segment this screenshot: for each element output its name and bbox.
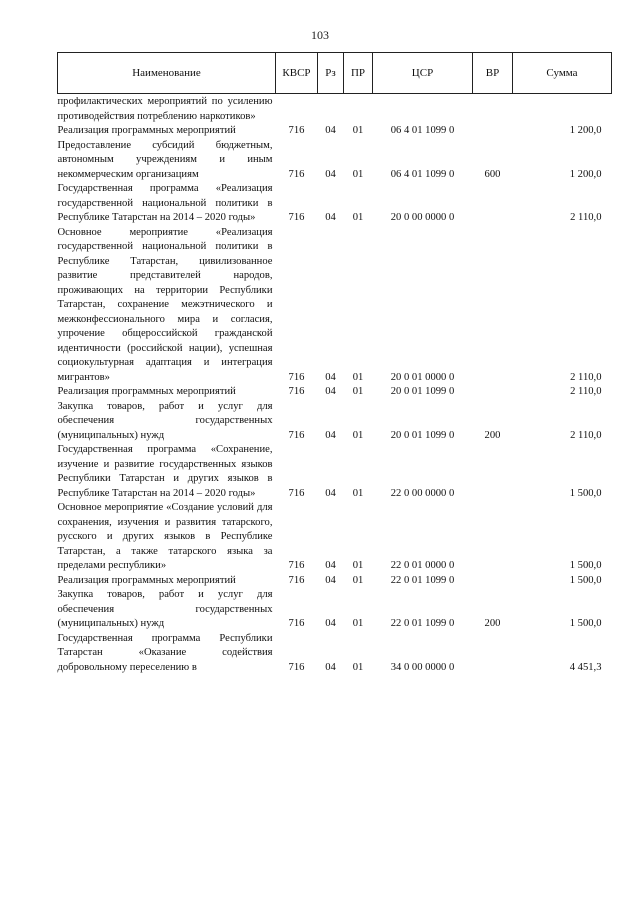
page-number: 103 bbox=[311, 28, 329, 42]
row-name: Реализация программных мероприятий bbox=[57, 125, 236, 136]
row-pr: 01 bbox=[352, 618, 364, 629]
header-vr: ВР bbox=[473, 53, 513, 94]
row-rz: 04 bbox=[325, 618, 336, 629]
row-csr: 22 0 01 0000 0 bbox=[390, 560, 455, 571]
row-csr: 22 0 00 0000 0 bbox=[390, 487, 455, 499]
row-kvsr bbox=[276, 94, 318, 125]
row-kvsr: 716 bbox=[288, 560, 305, 571]
row-vr bbox=[473, 124, 513, 139]
row-vr: 200 bbox=[484, 429, 501, 441]
row-kvsr: 716 bbox=[288, 212, 305, 223]
row-rz: 04 bbox=[325, 212, 336, 223]
row-vr: 600 bbox=[484, 168, 501, 180]
row-sum: 1 500,0 bbox=[569, 618, 602, 629]
row-vr bbox=[473, 443, 513, 501]
row-kvsr: 716 bbox=[288, 618, 305, 629]
header-name: Наименование bbox=[58, 53, 276, 94]
row-name: Государственная программа Республики Татарстан «Оказание содействия добровольному переселению в bbox=[57, 632, 273, 673]
header-kvsr: КВСР bbox=[276, 53, 318, 94]
table-header-row bbox=[58, 53, 612, 94]
row-name: Государственная программа «Сохранение, изучение и развитие государственных языков Республики Татарстан и других языков в Республике Татарстан на 2014 – 2020 годы» bbox=[57, 444, 273, 499]
table-row bbox=[58, 226, 612, 386]
row-vr bbox=[473, 182, 513, 226]
row-rz: 04 bbox=[325, 371, 336, 383]
row-sum: 1 500,0 bbox=[569, 560, 602, 571]
row-csr bbox=[373, 94, 473, 125]
row-kvsr: 716 bbox=[288, 574, 305, 586]
row-vr bbox=[473, 632, 513, 676]
row-sum: 2 110,0 bbox=[570, 212, 602, 223]
row-sum: 2 110,0 bbox=[570, 386, 602, 397]
row-kvsr: 716 bbox=[288, 429, 305, 441]
header-rz: Рз bbox=[318, 53, 344, 94]
row-sum: 2 110,0 bbox=[570, 371, 602, 383]
budget-table bbox=[57, 52, 612, 675]
row-pr: 01 bbox=[352, 574, 364, 586]
table-row bbox=[58, 385, 612, 400]
row-csr: 20 0 01 0000 0 bbox=[390, 371, 455, 383]
row-pr: 01 bbox=[352, 212, 364, 223]
row-sum: 1 500,0 bbox=[569, 574, 602, 586]
table-row bbox=[58, 182, 612, 226]
row-csr: 20 0 01 1099 0 bbox=[390, 386, 455, 397]
table-row bbox=[58, 574, 612, 589]
table-row bbox=[58, 443, 612, 501]
row-name: Реализация программных мероприятий bbox=[57, 574, 236, 586]
row-csr: 06 4 01 1099 0 bbox=[390, 125, 455, 136]
row-csr: 20 0 01 1099 0 bbox=[390, 429, 455, 441]
row-rz: 04 bbox=[325, 560, 336, 571]
table-row bbox=[58, 400, 612, 444]
row-pr: 01 bbox=[352, 386, 364, 397]
row-pr: 01 bbox=[352, 125, 364, 136]
row-pr: 01 bbox=[352, 429, 364, 441]
row-name: Закупка товаров, работ и услуг для обеспечения государственных (муниципальных) нужд bbox=[57, 589, 273, 629]
row-kvsr: 716 bbox=[288, 371, 305, 383]
row-sum: 1 200,0 bbox=[569, 168, 602, 180]
row-name: Основное мероприятие «Создание условий для сохранения, изучения и развития татарского, русского и других языков в Республике Татарстан, а также татарского языка за пределами республики» bbox=[57, 502, 273, 571]
row-rz: 04 bbox=[325, 125, 336, 136]
row-name: Основное мероприятие «Реализация государственной национальной политики в Республике Татарстан, цивилизованное развитие представителей народов, проживающих на территории Республики Татарстан, сохранение межэтнического и межконфессионального мира и согласия, упрочение общероссийской гражданской идентичности (российской нации), успешная социокультурная адаптация и интеграция мигрантов» bbox=[57, 226, 273, 383]
row-csr: 20 0 00 0000 0 bbox=[390, 212, 455, 223]
row-rz: 04 bbox=[325, 429, 336, 441]
row-vr bbox=[473, 385, 513, 400]
row-name: Предоставление субсидий бюджетным, автономным учреждениям и иным некоммерческим организациям bbox=[57, 139, 273, 180]
table-row bbox=[58, 501, 612, 574]
table-row bbox=[58, 632, 612, 676]
row-sum: 2 110,0 bbox=[570, 429, 602, 441]
row-pr bbox=[344, 94, 373, 125]
row-csr: 22 0 01 1099 0 bbox=[390, 574, 455, 586]
row-csr: 34 0 00 0000 0 bbox=[390, 661, 455, 673]
row-rz: 04 bbox=[325, 661, 336, 673]
row-kvsr: 716 bbox=[288, 168, 305, 180]
table-row bbox=[58, 124, 612, 139]
row-pr: 01 bbox=[352, 371, 364, 383]
row-kvsr: 716 bbox=[288, 661, 305, 673]
row-pr: 01 bbox=[352, 168, 364, 180]
header-pr: ПР bbox=[344, 53, 373, 94]
row-pr: 01 bbox=[352, 560, 364, 571]
row-rz: 04 bbox=[325, 487, 336, 499]
row-vr bbox=[473, 94, 513, 125]
row-name: профилактических мероприятий по усилению противодействия потреблению наркотиков» bbox=[57, 96, 273, 122]
row-rz: 04 bbox=[325, 168, 336, 180]
header-sum: Сумма bbox=[513, 53, 612, 94]
row-rz bbox=[318, 94, 344, 125]
row-name: Закупка товаров, работ и услуг для обеспечения государственных (муниципальных) нужд bbox=[57, 400, 273, 441]
table-row bbox=[58, 139, 612, 183]
row-rz: 04 bbox=[325, 574, 336, 586]
row-sum bbox=[513, 94, 612, 125]
row-sum: 1 200,0 bbox=[569, 125, 602, 136]
row-vr bbox=[473, 574, 513, 589]
header-csr: ЦСР bbox=[373, 53, 473, 94]
table-row bbox=[58, 588, 612, 632]
row-vr: 200 bbox=[484, 618, 501, 629]
row-kvsr: 716 bbox=[288, 487, 305, 499]
row-name: Реализация программных мероприятий bbox=[57, 386, 236, 397]
table-row bbox=[58, 94, 612, 125]
row-kvsr: 716 bbox=[288, 386, 305, 397]
row-vr bbox=[473, 226, 513, 386]
row-csr: 22 0 01 1099 0 bbox=[390, 618, 455, 629]
row-pr: 01 bbox=[352, 661, 364, 673]
row-csr: 06 4 01 1099 0 bbox=[390, 168, 455, 180]
row-rz: 04 bbox=[325, 386, 336, 397]
row-vr bbox=[473, 501, 513, 574]
row-kvsr: 716 bbox=[288, 125, 305, 136]
row-sum: 1 500,0 bbox=[569, 487, 602, 499]
row-pr: 01 bbox=[352, 487, 364, 499]
row-sum: 4 451,3 bbox=[569, 661, 602, 673]
row-name: Государственная программа «Реализация государственной национальной политики в Республике Татарстан на 2014 – 2020 годы» bbox=[57, 183, 273, 223]
